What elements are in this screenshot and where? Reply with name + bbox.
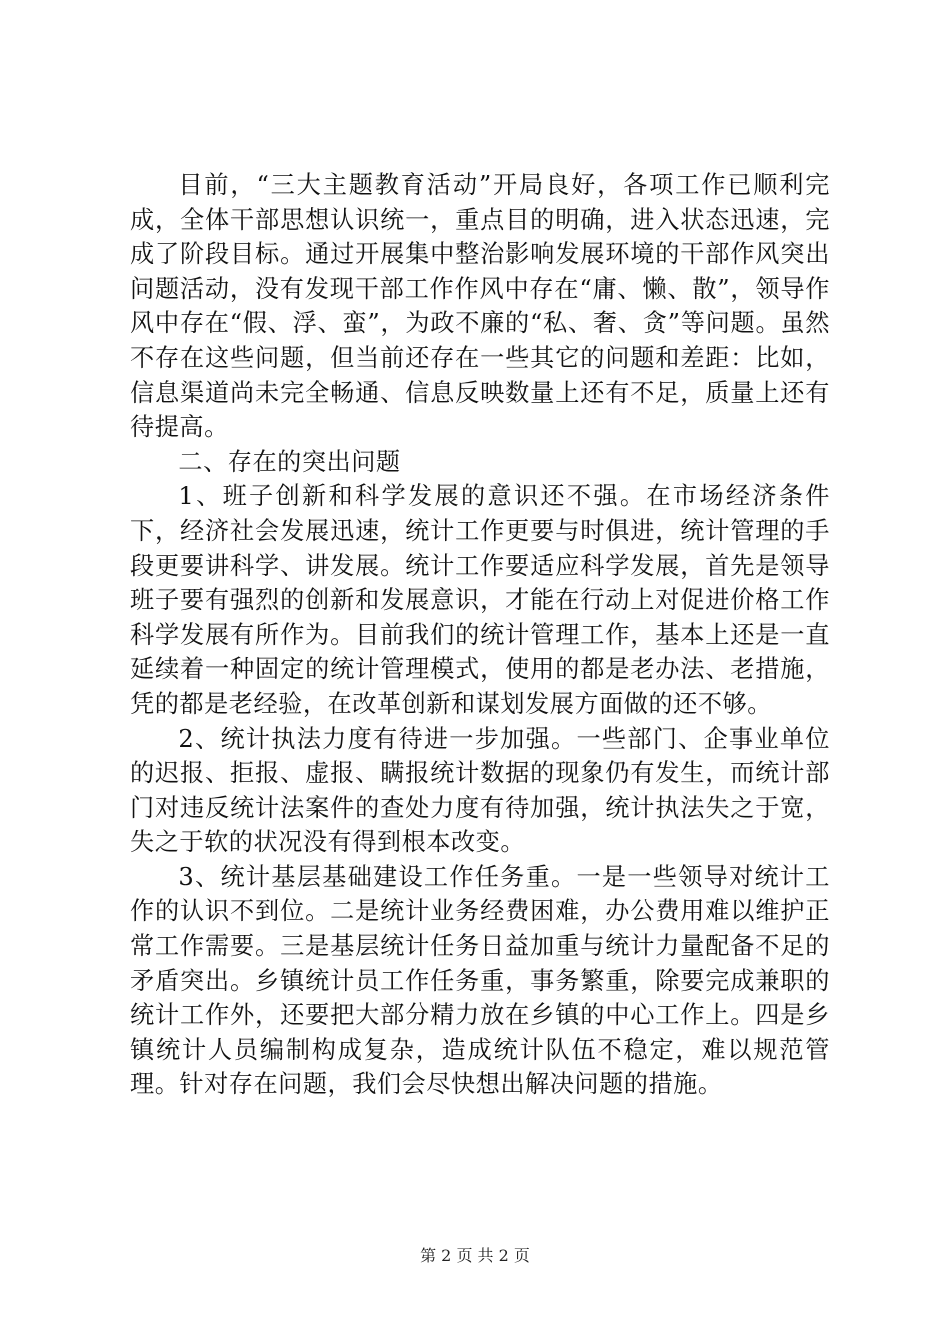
paragraph-issue-1: 1、班子创新和科学发展的意识还不强。在市场经济条件下，经济社会发展迅速，统计工作更要与时俱进，统计管理的手段更要讲科学、讲发展。统计工作要适应科学发展，首先是领导班子要有强烈的创新和发展意识，才能在行动上对促进价格工作科学发展有所作为。目前我们的统计管理工作，基本上还是一直延续着一种固定的统计管理模式，使用的都是老办法、老措施，凭的都是老经验，在改革创新和谋划发展方面做的还不够。 — [130, 482, 830, 718]
paragraph-issue-3: 3、统计基层基础建设工作任务重。一是一些领导对统计工作的认识不到位。二是统计业务经费困难，办公费用难以维护正常工作需要。三是基层统计任务日益加重与统计力量配备不足的矛盾突出。乡镇统计员工作任务重，事务繁重，除要完成兼职的统计工作外，还要把大部分精力放在乡镇的中心工作上。四是乡镇统计人员编制构成复杂，造成统计队伍不稳定，难以规范管理。针对存在问题，我们会尽快想出解决问题的措施。 — [130, 862, 830, 1099]
section-heading: 二、存在的突出问题 — [178, 447, 401, 476]
paragraph-intro: 目前，“三大主题教育活动”开局良好，各项工作已顺利完成，全体干部思想认识统一，重点目的明确，进入状态迅速，完成了阶段目标。通过开展集中整治影响发展环境的干部作风突出问题活动，没有发现干部工作作风中存在“庸、懒、散”，领导作风中存在“假、浮、蛮”，为政不廉的“私、奢、贪”等问题。虽然不存在这些问题，但当前还存在一些其它的问题和差距：比如，信息渠道尚未完全畅通、信息反映数量上还有不足，质量上还有待提高。 — [130, 171, 830, 442]
document-body — [130, 168, 830, 1102]
page-number-footer: 第 2 页 共 2 页 — [420, 1246, 530, 1265]
paragraph-issue-2: 2、统计执法力度有待进一步加强。一些部门、企事业单位的迟报、拒报、虚报、瞒报统计数据的现象仍有发生，而统计部门对违反统计法案件的查处力度有待加强，统计执法失之于宽，失之于软的状况没有得到根本改变。 — [130, 724, 830, 857]
